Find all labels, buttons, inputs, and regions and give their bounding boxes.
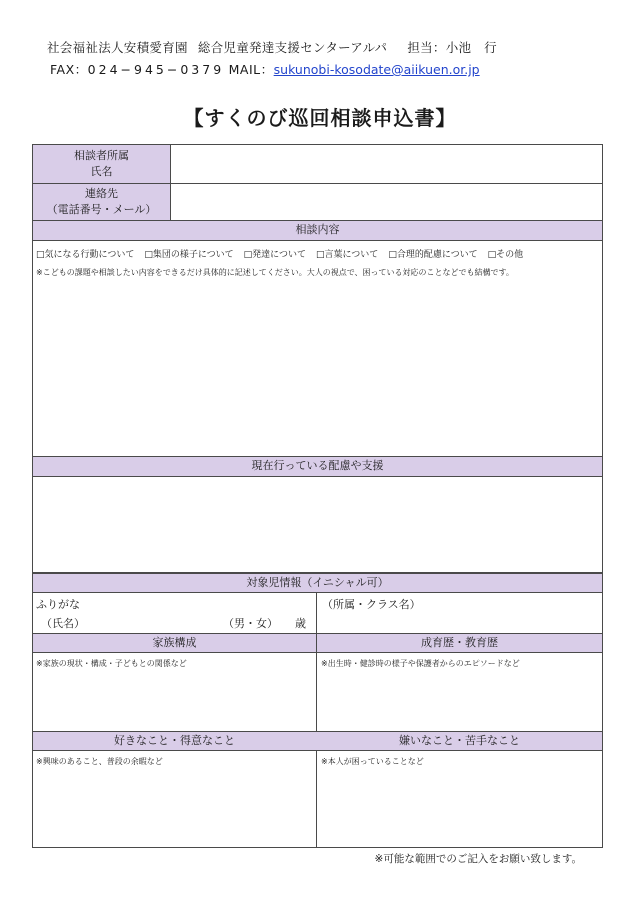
current-support-title: 現在行っている配慮や支援 [251,459,384,472]
fax-label: FAX： [50,62,88,77]
contact-sub-label: （電話番号・メール） [46,203,157,216]
affiliation-label: 相談者所属 [74,149,129,162]
child-info-form [32,573,603,848]
contact-label: 連絡先 [85,187,118,200]
history-note: ※出生時・健診時の様子や保護者からのエピソードなど [321,659,520,668]
dislikes-title: 嫌いなこと・苦手なこと [399,734,520,747]
dislikes-field[interactable] [318,768,602,846]
contact-field[interactable] [171,184,602,220]
consultation-field[interactable] [33,280,602,454]
mail-label: MAIL： [228,62,274,77]
history-field[interactable] [318,670,602,730]
option-accommodation[interactable]: □合理的配慮について [388,250,478,260]
fax-number: 024−945−0379 [87,62,225,77]
option-behavior[interactable]: □気になる行動について [36,250,135,260]
family-note: ※家族の現状・構成・子どもとの関係など [36,659,187,668]
child-name-label: （氏名） [41,617,85,630]
center-name: 総合児童発達支援センターアルパ [197,40,388,55]
family-title: 家族構成 [152,636,197,649]
page-title: 【すくのび巡回相談申込書】 [183,106,457,130]
option-language[interactable]: □言葉について [315,250,379,260]
mail-link[interactable]: sukunobi-kosodate@aiikuen.or.jp [273,62,480,77]
contact-person: 担当：小池 行 [407,40,497,55]
footer-note: ※可能な範囲でのご記入をお願い致します。 [374,853,582,865]
likes-field[interactable] [33,768,315,846]
family-field[interactable] [33,670,315,730]
option-development[interactable]: □発達について [243,250,306,260]
likes-note: ※興味のあること、普段の余暇など [36,757,163,766]
class-label: （所属・クラス名） [322,598,421,611]
consultation-title: 相談内容 [295,223,340,236]
furigana-label: ふりがな [36,598,80,611]
name-label: 氏名 [90,165,113,178]
child-info-title: 対象児情報（イニシャル可） [246,576,389,589]
header-line-2 [50,60,480,78]
consultation-options [36,247,533,260]
option-group[interactable]: □集団の様子について [144,250,234,260]
dislikes-note: ※本人が困っていることなど [321,757,424,766]
consultation-note: ※こどもの課題や相談したい内容をできるだけ具体的に記述してください。大人の視点で、困っている対応のことなどでも結構です。 [36,268,514,277]
gender-label[interactable]: （男・女） [223,617,278,630]
current-support-field[interactable] [33,477,602,573]
organization-name: 社会福祉法人安積愛育園 [47,40,188,55]
history-title: 成育歴・教育歴 [421,636,498,649]
likes-title: 好きなこと・得意なこと [114,734,235,747]
option-other[interactable]: □その他 [487,250,524,260]
header-line-1 [47,38,497,56]
affiliation-name-field[interactable] [171,145,602,183]
age-label: 歳 [295,617,306,630]
